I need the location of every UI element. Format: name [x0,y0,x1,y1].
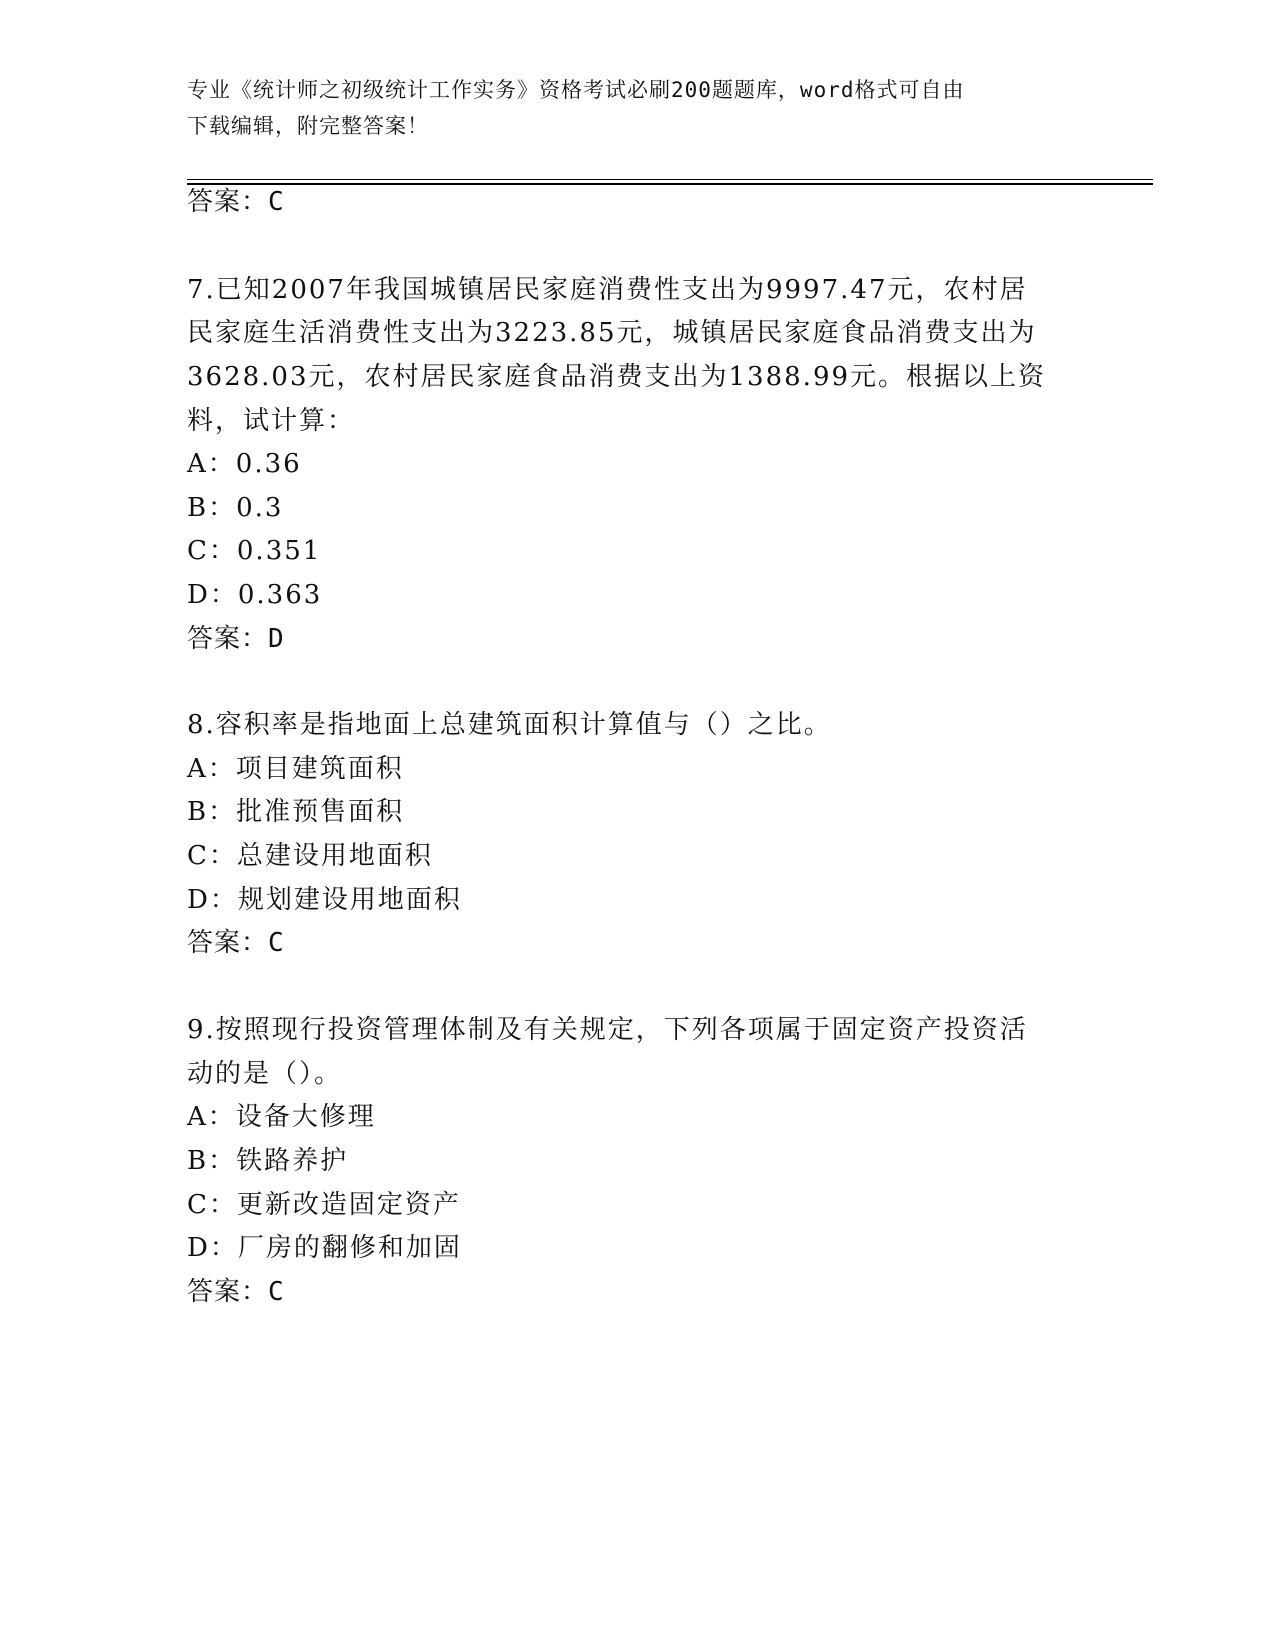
question-9-line-1: 9.按照现行投资管理体制及有关规定，下列各项属于固定资产投资活 [187,1015,1028,1045]
question-9-option-b: B：铁路养护 [187,1146,349,1176]
question-7-option-d: D：0.363 [187,580,323,610]
question-7-line-1: 7.已知2007年我国城镇居民家庭消费性支出为9997.47元，农村居 [187,275,1028,305]
question-9-option-a: A：设备大修理 [187,1102,376,1132]
prev-answer [187,185,284,219]
answer-value: D [268,624,284,654]
question-7-line-4: 料，试计算： [187,406,356,436]
question-8-option-c: C：总建设用地面积 [187,841,433,871]
question-7-answer [187,622,284,656]
question-8-answer [187,926,284,960]
question-8-line-1: 8.容积率是指地面上总建筑面积计算值与（）之比。 [187,710,832,740]
question-7-line-2: 民家庭生活消费性支出为3223.85元，城镇居民家庭食品消费支出为 [187,318,1037,348]
answer-label: 答案： [187,928,269,958]
answer-value: C [268,187,284,217]
question-7-option-c: C：0.351 [187,536,322,566]
answer-label: 答案： [187,1277,269,1307]
header-divider-thin [187,179,1153,180]
header-divider-thick [187,183,1153,185]
header-line-1: 专业《统计师之初级统计工作实务》资格考试必刷200题题库，word格式可自由 [187,78,965,102]
question-8-option-d: D：规划建设用地面积 [187,885,462,915]
question-9-answer [187,1275,284,1309]
answer-label: 答案： [187,187,269,217]
question-7-line-3: 3628.03元，农村居民家庭食品消费支出为1388.99元。根据以上资 [187,362,1047,392]
question-8-option-a: A：项目建筑面积 [187,754,404,784]
header-line-2: 下载编辑，附完整答案！ [187,114,429,138]
question-9-option-c: C：更新改造固定资产 [187,1190,461,1220]
question-7-option-b: B：0.3 [187,493,284,523]
answer-value: C [268,928,284,958]
question-9-option-d: D：厂房的翻修和加固 [187,1233,462,1263]
document-header [187,72,1067,144]
question-7-option-a: A：0.36 [187,449,302,479]
answer-label: 答案： [187,624,269,654]
answer-value: C [268,1277,284,1307]
question-8-option-b: B：批准预售面积 [187,797,405,827]
question-9-line-2: 动的是（）。 [187,1059,343,1089]
